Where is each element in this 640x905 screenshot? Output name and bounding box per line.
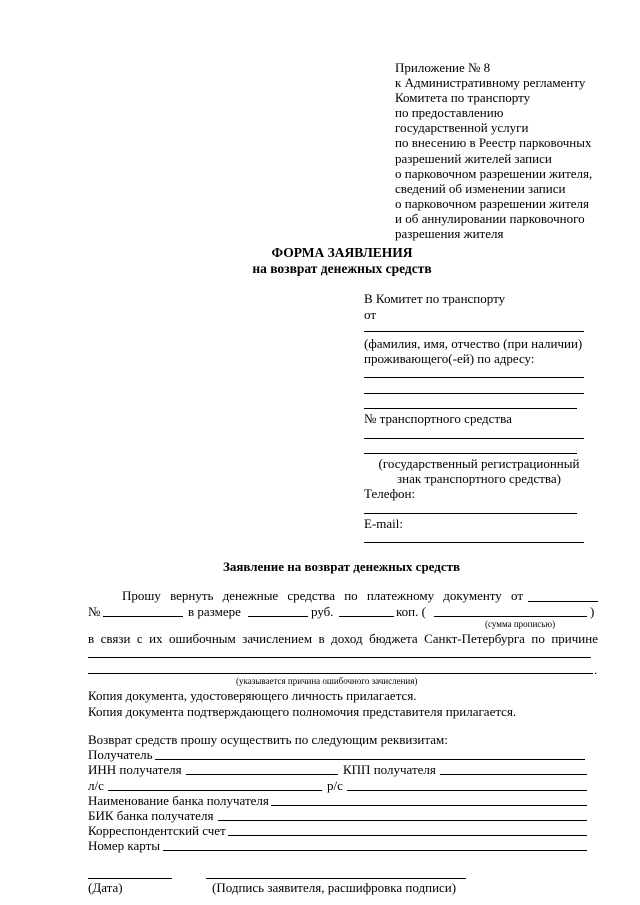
number-label: № bbox=[88, 604, 101, 619]
inn-label: ИНН получателя bbox=[88, 762, 182, 777]
bik-label: БИК банка получателя bbox=[88, 808, 214, 823]
address-field-2[interactable] bbox=[364, 393, 584, 394]
form-subtitle: на возврат денежных средств bbox=[252, 261, 432, 276]
address-field-3[interactable] bbox=[364, 408, 577, 409]
appendix-line: Комитета по транспорту bbox=[395, 90, 531, 106]
appendix-line: Приложение № 8 bbox=[395, 60, 491, 75]
sum-caption: (сумма прописью) bbox=[485, 619, 556, 629]
recipient-label: Получатель bbox=[88, 747, 153, 762]
kpp-label: КПП получателя bbox=[343, 762, 436, 777]
form-title: ФОРМА ЗАЯВЛЕНИЯ bbox=[271, 245, 413, 260]
payment-doc-date-field[interactable] bbox=[528, 601, 598, 602]
address-field-1[interactable] bbox=[364, 377, 584, 378]
bik-field[interactable] bbox=[218, 820, 587, 821]
address-caption: проживающего(-ей) по адресу: bbox=[364, 351, 535, 366]
appendix-line: государственной услуги bbox=[395, 120, 529, 136]
rub-field[interactable] bbox=[248, 616, 308, 617]
copy-rep-note: Копия документа подтверждающего полномочия представителя прилагается. bbox=[88, 704, 517, 719]
reason-field-2[interactable] bbox=[88, 673, 593, 674]
requisites-intro: Возврат средств прошу осуществить по следующим реквизитам: bbox=[88, 732, 448, 747]
kop-field[interactable] bbox=[339, 616, 394, 617]
bank-name-field[interactable] bbox=[271, 805, 587, 806]
bank-name-label: Наименование банка получателя bbox=[88, 793, 269, 808]
fio-caption: (фамилия, имя, отчество (при наличии) bbox=[364, 336, 583, 351]
appendix-line: по предоставлению bbox=[395, 105, 504, 121]
ls-field[interactable] bbox=[108, 790, 322, 791]
reg-caption-2: знак транспортного средства) bbox=[397, 471, 561, 486]
card-number-label: Номер карты bbox=[88, 838, 161, 853]
appendix-line: к Административному регламенту bbox=[395, 75, 586, 91]
appendix-line: разрешения жителя bbox=[395, 226, 504, 242]
statement-title: Заявление на возврат денежных средств bbox=[223, 559, 461, 574]
appendix-line: о парковочном разрешении жителя bbox=[395, 195, 590, 211]
rub-label: руб. bbox=[311, 604, 334, 619]
fio-field[interactable] bbox=[364, 331, 584, 332]
signature-field[interactable] bbox=[206, 878, 466, 879]
kop-label: коп. ( bbox=[396, 604, 426, 619]
addressee-from: от bbox=[364, 307, 377, 322]
date-caption: (Дата) bbox=[88, 880, 123, 895]
corr-account-label: Корреспондентский счет bbox=[88, 823, 226, 838]
reason-text: в связи с их ошибочным зачислением в доход бюджета Санкт-Петербурга по причине bbox=[88, 631, 598, 646]
phone-field[interactable] bbox=[364, 513, 577, 514]
inn-field[interactable] bbox=[186, 774, 338, 775]
copy-id-note: Копия документа, удостоверяющего личность прилагается. bbox=[88, 688, 417, 703]
vehicle-number-field-1[interactable] bbox=[364, 438, 584, 439]
corr-account-field[interactable] bbox=[228, 835, 587, 836]
payment-doc-text: Прошу вернуть денежные средства по платежному документу от bbox=[122, 588, 523, 603]
appendix-line: и об аннулировании парковочного bbox=[395, 210, 585, 226]
reg-caption-1: (государственный регистрационный bbox=[378, 456, 580, 471]
appendix-line: сведений об изменении записи bbox=[395, 180, 566, 196]
close-paren: ) bbox=[590, 604, 595, 619]
vehicle-number-field-2[interactable] bbox=[364, 453, 577, 454]
sum-words-field[interactable] bbox=[434, 616, 587, 617]
vehicle-number-label: № транспортного средства bbox=[364, 411, 512, 426]
addressee-to: В Комитет по транспорту bbox=[364, 291, 506, 306]
appendix-line: разрешений жителей записи bbox=[395, 150, 552, 166]
date-field[interactable] bbox=[88, 878, 172, 879]
number-field[interactable] bbox=[103, 616, 183, 617]
rs-label: р/с bbox=[327, 778, 343, 793]
reason-caption: (указывается причина ошибочного зачисления) bbox=[236, 676, 418, 686]
phone-label: Телефон: bbox=[364, 486, 416, 501]
recipient-field[interactable] bbox=[155, 759, 585, 760]
reason-field-1[interactable] bbox=[88, 657, 591, 658]
appendix-line: о парковочном разрешении жителя, bbox=[395, 165, 593, 181]
kpp-field[interactable] bbox=[440, 774, 587, 775]
appendix-line: по внесению в Реестр парковочных bbox=[395, 135, 592, 151]
card-number-field[interactable] bbox=[163, 850, 587, 851]
signature-caption: (Подпись заявителя, расшифровка подписи) bbox=[212, 880, 457, 895]
appendix-block bbox=[395, 60, 592, 241]
email-label: E-mail: bbox=[364, 516, 403, 531]
ls-label: л/с bbox=[88, 778, 104, 793]
amount-label: в размере bbox=[188, 604, 241, 619]
email-field[interactable] bbox=[364, 542, 584, 543]
rs-field[interactable] bbox=[347, 790, 587, 791]
reason-period: . bbox=[594, 662, 598, 677]
